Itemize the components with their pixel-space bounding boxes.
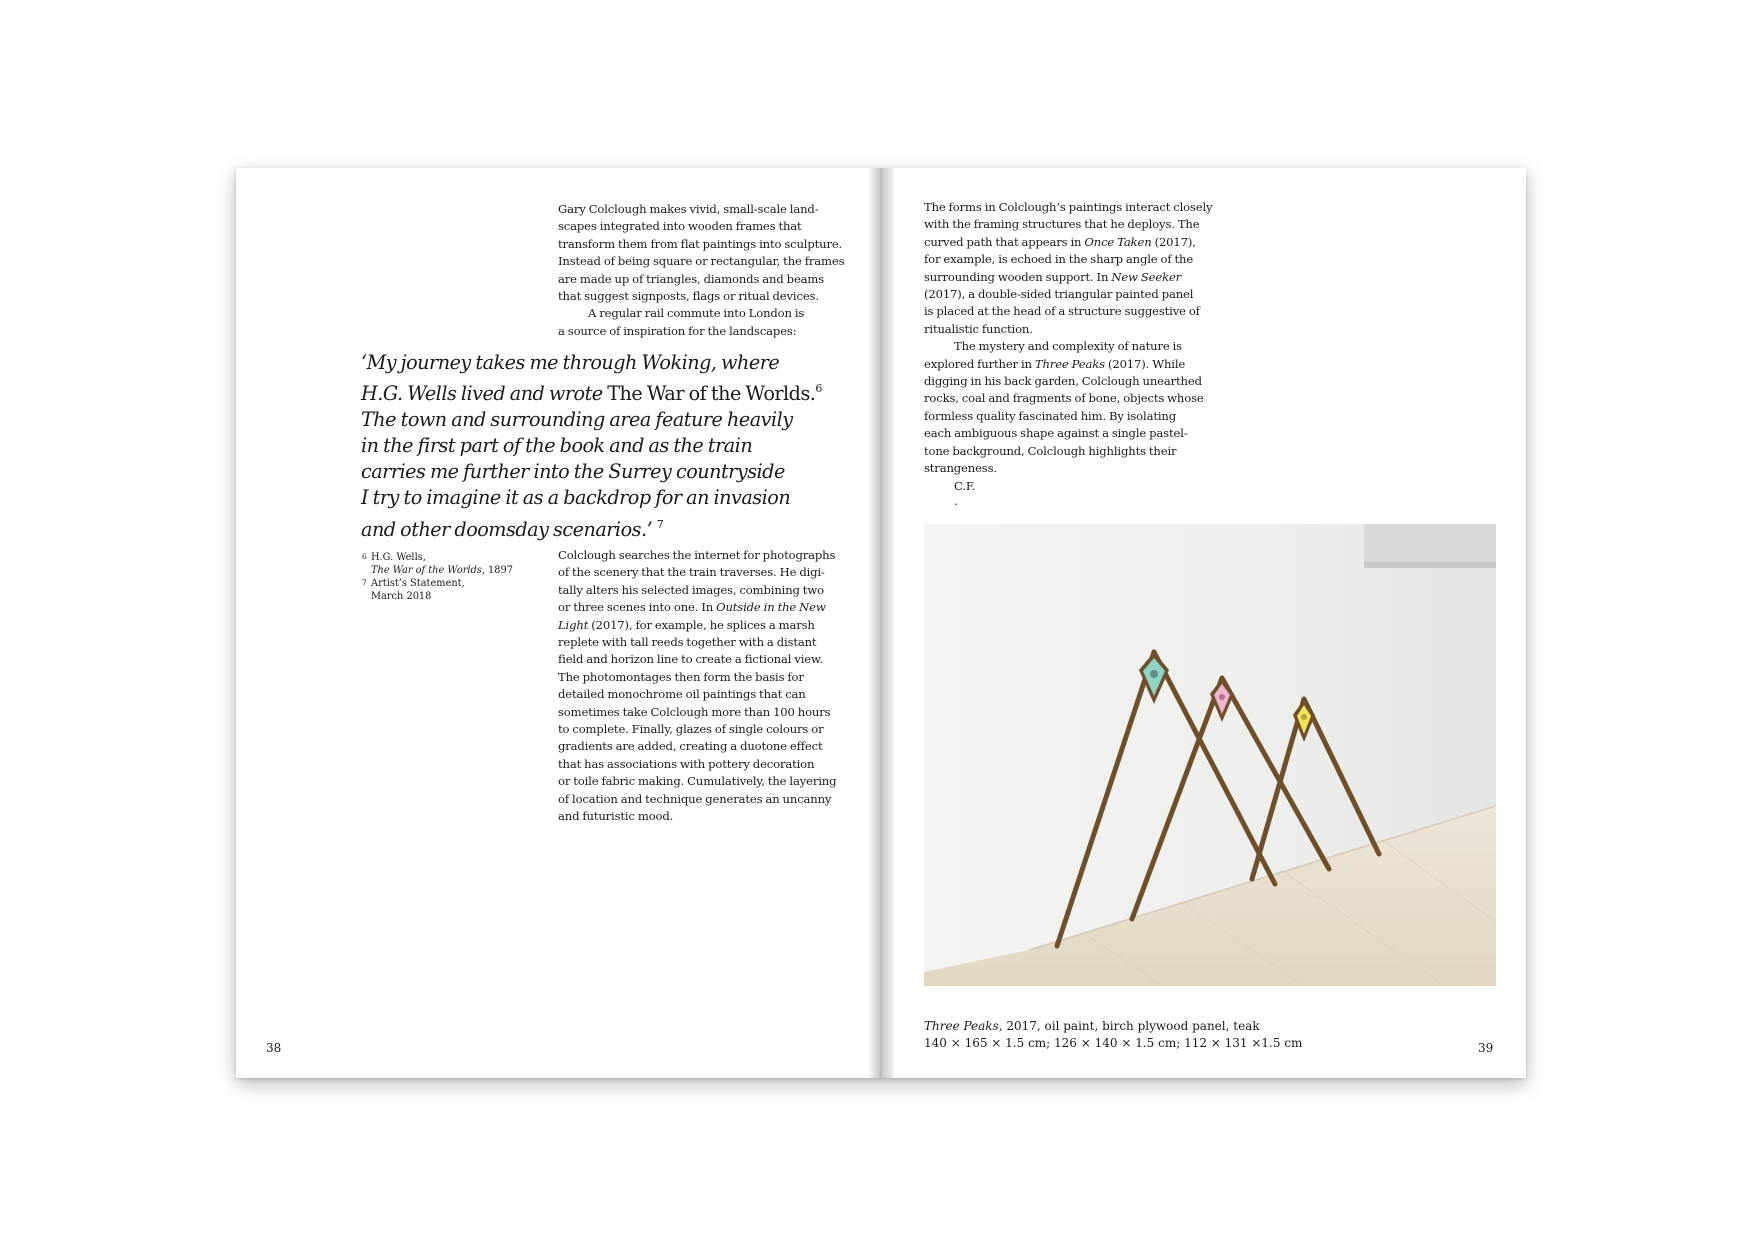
quote-line: I try to imagine it as a backdrop for an invasion <box>361 486 791 510</box>
artwork-photo <box>924 524 1496 990</box>
body-line: detailed monochrome oil paintings that can <box>558 687 806 702</box>
body-line: with the framing structures that he deploys. The <box>924 217 1200 232</box>
quote-text: and other doomsday scenarios.’ <box>361 517 653 541</box>
body-line: The forms in Colclough’s paintings interact closely <box>924 200 1213 214</box>
body-line: ritualistic function. <box>924 321 1033 336</box>
quote-line: The town and surrounding area feature heavily <box>361 408 793 432</box>
intro-line: that suggest signposts, flags or ritual devices. <box>558 289 819 304</box>
artwork-title: Once Taken <box>1084 234 1152 249</box>
body-line: sometimes take Colclough more than 100 hours <box>558 704 831 719</box>
body-text <box>558 547 848 826</box>
footnote-text <box>371 577 532 603</box>
body-line <box>558 599 848 616</box>
body-text-run: curved path that appears in <box>924 234 1085 249</box>
intro-line: Gary Colclough makes vivid, small-scale land- <box>558 202 819 216</box>
body-line: field and horizon line to create a fictional view. <box>558 652 823 667</box>
caption-line <box>924 1018 1302 1035</box>
left-page <box>236 168 868 1078</box>
body-line: that has associations with pottery decoration <box>558 756 815 771</box>
body-text-run: (2017). While <box>1104 356 1186 371</box>
body-line: or toile fabric making. Cumulatively, the layering <box>558 774 837 789</box>
intro-line: transform them from flat paintings into sculpture. <box>558 236 843 251</box>
page-number: 38 <box>266 1041 282 1055</box>
right-body-text <box>924 199 1224 507</box>
book-gutter <box>868 168 894 1078</box>
body-line: Colclough searches the internet for photographs <box>558 548 836 562</box>
body-line: and futuristic mood. <box>558 809 674 824</box>
body-text-run: (2017), <box>1151 234 1196 249</box>
body-line <box>924 356 1224 373</box>
quote-line <box>361 376 881 407</box>
body-line: digging in his back garden, Colclough unearthed <box>924 374 1202 389</box>
footnote-line: Artist’s Statement, <box>371 578 465 589</box>
body-line: The mystery and complexity of nature is <box>954 339 1182 354</box>
body-line: strangeness. <box>924 461 997 476</box>
body-line: rocks, coal and fragments of bone, objects whose <box>924 391 1204 406</box>
footnote <box>362 577 532 603</box>
quoted-book-title: The War of the Worlds. <box>607 382 816 406</box>
footnote <box>362 551 532 577</box>
body-line: of location and technique generates an uncanny <box>558 791 832 806</box>
body-text-run: or three scenes into one. In <box>558 600 717 615</box>
right-page <box>894 168 1526 1078</box>
footnote-year: , 1897 <box>481 565 513 576</box>
body-line: gradients are added, creating a duotone effect <box>558 739 823 754</box>
quote-line: in the first part of the book and as the train <box>361 434 753 458</box>
body-text-run: surrounding wooden support. In <box>924 269 1112 284</box>
body-line <box>924 234 1224 251</box>
caption-artwork-title: Three Peaks <box>924 1019 999 1033</box>
footnotes <box>362 551 532 603</box>
body-line: is placed at the head of a structure suggestive of <box>924 304 1200 319</box>
body-line: formless quality fascinated him. By isolating <box>924 408 1176 423</box>
body-line: for example, is echoed in the sharp angle of the <box>924 252 1194 267</box>
body-text-run: explored further in <box>924 356 1035 371</box>
body-line: tone background, Colclough highlights their <box>924 443 1177 458</box>
stray-mark: . <box>954 493 958 508</box>
book-spread <box>236 168 1526 1078</box>
spine-shadow <box>880 168 882 1078</box>
artwork-title: Light <box>558 617 589 632</box>
wall-recess <box>1364 524 1496 562</box>
caption-dimensions: 140 × 165 × 1.5 cm; 126 × 140 × 1.5 cm; 112 × 131 ×1.5 cm <box>924 1036 1303 1050</box>
body-line: replete with tall reeds together with a distant <box>558 635 817 650</box>
body-line: The photomontages then form the basis for <box>558 669 804 684</box>
footnote-ref: 6 <box>815 382 822 396</box>
footnote-text <box>371 551 532 577</box>
footnote-line: March 2018 <box>371 591 432 602</box>
intro-line: a source of inspiration for the landscapes: <box>558 323 797 338</box>
artwork-title: New Seeker <box>1111 269 1182 284</box>
body-line: to complete. Finally, glazes of single colours or <box>558 722 824 737</box>
footnote-book-title: The War of the Worlds <box>371 565 482 576</box>
artwork-title: Three Peaks <box>1034 356 1105 371</box>
body-line: tally alters his selected images, combining two <box>558 582 824 597</box>
body-text-run: (2017), for example, he splices a marsh <box>588 617 815 632</box>
body-line: of the scenery that the train traverses. He digi- <box>558 565 825 580</box>
body-line: each ambiguous shape against a single pastel- <box>924 426 1188 441</box>
quote-line <box>361 512 881 543</box>
footnote-ref: 7 <box>656 517 664 531</box>
body-line <box>924 269 1224 286</box>
quote-line: ‘My journey takes me through Woking, where <box>361 351 780 374</box>
image-caption <box>924 1018 1302 1052</box>
intro-line: A regular rail commute into London is <box>588 306 805 321</box>
author-initials: C.F. <box>954 478 976 493</box>
page-number: 39 <box>1478 1041 1494 1055</box>
caption-details: , 2017, oil paint, birch plywood panel, teak <box>998 1019 1260 1033</box>
artwork-title: Outside in the New <box>716 600 826 615</box>
quote-line: carries me further into the Surrey countryside <box>361 460 785 484</box>
intro-text <box>558 201 848 340</box>
footnote-line: H.G. Wells, <box>371 552 426 563</box>
recess-edge <box>1364 562 1496 568</box>
intro-line: are made up of triangles, diamonds and beams <box>558 271 825 286</box>
intro-line: scapes integrated into wooden frames that <box>558 219 802 234</box>
pull-quote <box>361 350 881 543</box>
body-line <box>558 617 848 634</box>
body-line: (2017), a double-sided triangular painted panel <box>924 287 1194 302</box>
footnote-number: 7 <box>362 578 367 587</box>
footnote-number: 6 <box>362 552 367 561</box>
intro-line: Instead of being square or rectangular, the frames <box>558 254 845 269</box>
quote-text: H.G. Wells lived and wrote <box>361 382 608 406</box>
three-peaks-installation-image <box>924 524 1496 986</box>
